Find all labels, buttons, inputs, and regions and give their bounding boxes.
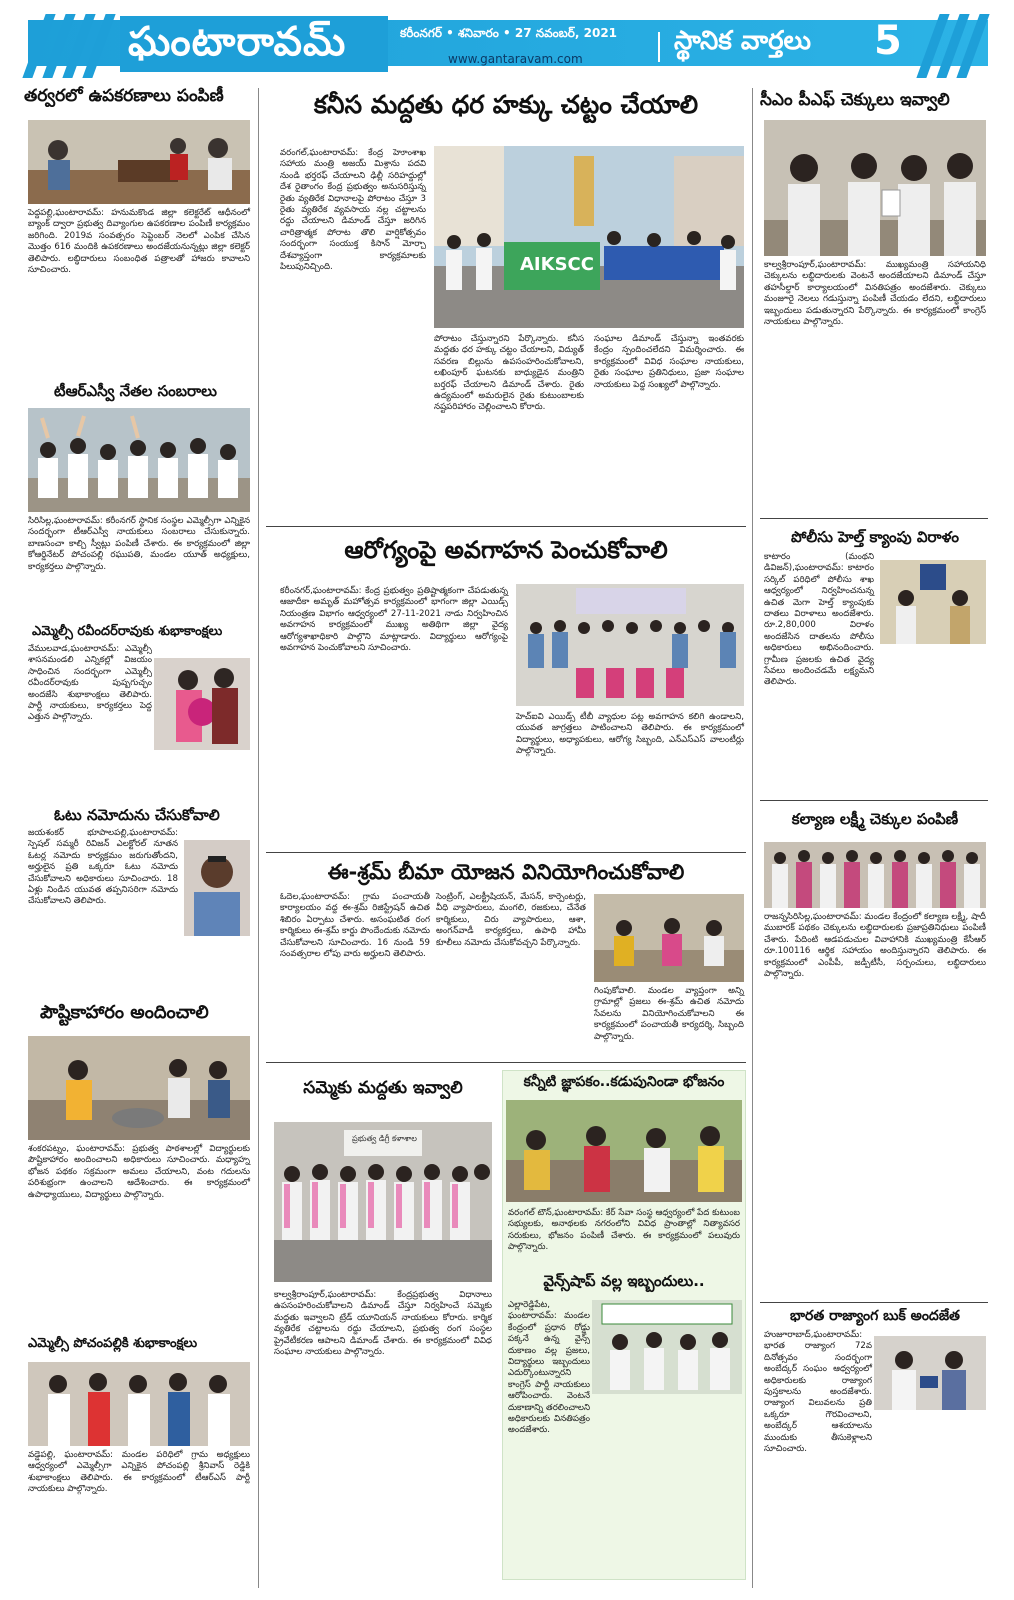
office-meeting-photo — [28, 120, 250, 204]
strike-support-photo — [274, 1122, 492, 1282]
story-body: వరంగల్ టౌన్,ఘంటారావమ్: కేర్ సేవా సంస్థ ఆధ్వర్యంలో పేద కుటుంబ సభ్యులకు, అనాథలకు నగరంలోని వివిధ ప్రాంతాల్లో నిత్యావసర సరుకులు, భోజనం పంపిణీ చేశారు. ఈ కార్యక్రమంలో పలువురు పాల్గొన్నారు. — [508, 1208, 740, 1253]
newspaper-logo: ఘంటారావమ్ — [128, 18, 347, 65]
column-divider — [258, 88, 259, 1588]
story-body: పెద్దపల్లి,ఘంటారావమ్: హనుమకొండ జిల్లా కలెక్టరేట్ ఆధీనంలో బ్యాంక్ ద్వారా ప్రభుత్వ దివ్యాంగుల ఉపకరణాల పంపిణీ కార్యక్రమం జరిగింది. 2019వ సంవత్సరం సెప్టెంబర్ నెలలో ఎంపిక చేసిన మొత్తం 616 మందికి ఉపకరణాలు అందజేయనున్నట్లు జిల్లా కలెక్టర్ తెలిపారు. లబ్ధిదారులు సంబంధిత పత్రాలతో హాజరు కావాలని సూచించారు. — [28, 208, 250, 276]
story-headline: ఎమ్మెల్సీ రవీందర్‌రావుకు శుభాకాంక్షలు — [32, 624, 223, 639]
story-photo — [880, 560, 986, 644]
story-headline: పోలీసు హెల్త్ క్యాంపు విరాళం — [790, 528, 960, 546]
celebration-crowd-photo — [28, 408, 250, 512]
story-headline: టీఆర్ఎస్వీ నేతల సంబరాలు — [54, 382, 217, 400]
story-photo — [506, 1100, 742, 1202]
story-divider — [760, 518, 988, 519]
story-photo — [274, 1122, 492, 1282]
story-headline: తర్వరలో ఉపకరణాలు పంపిణీ — [24, 86, 224, 106]
story-body: కాల్వశ్రీరాంపూర్,ఘంటారావమ్: కేంద్రప్రభుత్వ విధానాలు ఉపసంహరించుకోవాలని డిమాండ్ చేస్తూ నిర్వహించే సమ్మెకు మద్దతు ఇవ్వాలని ట్రేడ్ యూనియన్ నాయకులు కోరారు. కార్మిక వ్యతిరేక చట్టాలను రద్దు చేయాలని, ప్రభుత్వ రంగ సంస్థల ప్రైవేటీకరణ ఆపాలని డిమాండ్ చేశారు. ఈ కార్యక్రమంలో వివిధ సంఘాల నాయకులు పాల్గొన్నారు. — [274, 1290, 492, 1358]
story-headline: సీఎం పీఎఫ్ చెక్కులు ఇవ్వాలి — [760, 90, 950, 110]
story-body: హెచ్ఐవి ఎయిడ్స్ టీబీ వ్యాధుల పట్ల అవగాహన కలిగి ఉండాలని, యువత జాగ్రత్తలు పాటించాలని తెలిపారు. ఈ కార్యక్రమంలో విద్యార్థులు, అధ్యాపకులు, ఆరోగ్య సిబ్బంది, ఎన్ఎస్ఎస్ వాలంటీర్లు పాల్గొన్నారు. — [516, 712, 744, 757]
story-body: కాటారం (మంథని డివిజన్),ఘంటారావమ్: కాటారం సర్కిల్ పరిధిలో పోలీసు శాఖ ఆధ్వర్యంలో నిర్వహించనున్న ఉచిత మెగా హెల్త్ క్యాంపుకు దాతలు విరాళాలు అందజేశారు. రూ.2,80,000 విరాళం అందజేసిన దాతలను పోలీసు అధికారులు అభినందించారు. గ్రామీణ ప్రజలకు ఉచిత వైద్య సేవలు అందించడమే లక్ష్యమని తెలిపారు. — [764, 552, 874, 688]
section-label: స్థానిక వార్తలు — [674, 26, 811, 56]
registration-camp-photo — [594, 894, 744, 982]
greeting-group-photo — [28, 1362, 250, 1446]
story-body: సెంట్రింగ్, ఎలక్ట్రీషియన్, మేసన్, కార్పెంటర్లు, వీధి వ్యాపారులు, మంగలి, రజకులు, చేనేత కార్మికులు, చిరు వ్యాపారులు, ఆశా, అంగన్‌వాడీ కార్యకర్తలు, ఉపాధి హామీ కూలీలు నమోదు చేసుకోవచ్చని పేర్కొన్నారు. — [436, 892, 586, 948]
cheque-distribution-photo — [764, 842, 986, 908]
story-headline: భారత రాజ్యాంగ బుక్ అందజేత — [790, 1308, 960, 1324]
website-link[interactable]: www.gantaravam.com — [448, 52, 583, 66]
story-body: కాల్వశ్రీరాంపూర్,ఘంటారావమ్: ముఖ్యమంత్రి సహాయనిధి చెక్కులను లబ్ధిదారులకు వెంటనే అందజేయాలని డిమాండ్ చేస్తూ తహసీల్దార్ కార్యాలయంలో వినతిపత్రం అందజేశారు. చెక్కులు మంజూరై నెలలు గడుస్తున్నా పంపిణీ చేయడం లేదని, లబ్ధిదారులు ఇబ్బందులు పడుతున్నారని పేర్కొన్నారు. ఈ కార్యక్రమంలో కాంగ్రెస్ నాయకులు పాల్గొన్నారు. — [764, 260, 986, 328]
edition-dateline: కరీంనగర్ • శనివారం • 27 నవంబర్, 2021 — [400, 26, 618, 40]
story-photo — [28, 1362, 250, 1446]
story-photo — [874, 1336, 986, 1410]
story-body: వేములవాడ,ఘంటారావమ్: ఎమ్మెల్సీ శాసనమండలి ఎన్నికల్లో విజయం సాధించిన సందర్భంగా ఎమ్మెల్సీ రవీందర్‌రావుకు పుష్పగుచ్ఛం అందజేసి శుభాకాంక్షలు తెలిపారు. పార్టీ నాయకులు, కార్యకర్తలు పెద్ద ఎత్తున పాల్గొన్నారు. — [28, 644, 152, 723]
story-body: జయశంకర్ భూపాలపల్లి,ఘంటారావమ్: స్పెషల్ సమ్మరీ రివిజన్ ఎలక్టోరల్ నూతన ఓటర్ల నమోదు కార్యక్రమం జరుగుతోందని, అర్హులైన ప్రతి ఒక్కరూ ఓటు నమోదు చేసుకోవాలని అధికారులు సూచించారు. 18 ఏళ్లు నిండిన యువత తప్పనిసరిగా నమోదు చేసుకోవాలని తెలిపారు. — [28, 828, 178, 907]
story-body: సంఘాల డిమాండ్ చేస్తున్నా ఇంతవరకు కేంద్రం స్పందించలేదని విమర్శించారు. ఈ కార్యక్రమంలో వివిధ సంఘాల నాయకులు, రైతు సంఘాల ప్రతినిధులు, ప్రజా సంఘాల నాయకులు పెద్ద సంఖ్యలో పాల్గొన్నారు. — [594, 334, 744, 390]
story-photo — [28, 408, 250, 512]
story-photo — [28, 120, 250, 204]
story-headline: సమ్మెకు మద్దతు ఇవ్వాలి — [303, 1078, 463, 1098]
story-divider — [266, 852, 746, 853]
story-body: వరంగల్,ఘంటారావమ్: కేంద్ర హెూంశాఖ సహాయ మంత్రి అజయ్ మిశ్రాను పదవి నుండి భర్తరఫ్ చేయాలని ఢిల్లీ సరిహద్దుల్లో దేశ రైతాంగం కేంద్ర ప్రభుత్వం అనుసరిస్తున్న రైతు వ్యతిరేక విధానాలపై పోరాటం చేస్తూ 3 రైతు వ్యతిరేక వ్యవసాయ నల్ల చట్టాలను రద్దు చేయాలని డిమాండ్ చేస్తూ జరిగిన చారిత్రాత్మక పోరాట తొలి వార్షికోత్సవం సందర్భంగా సంయుక్త కిసాన్ మోర్చా దేశవ్యాప్తంగా కార్యక్రమాలకు పిలుపునిచ్చింది. — [280, 148, 426, 273]
story-body: వడ్డెపల్లి, ఘంటారావమ్: మండల పరిధిలో గ్రామ అధ్యక్షులు ఆధ్వర్యంలో ఎమ్మెల్సీగా ఎన్నికైన పోచంపల్లి శ్రీనివాస్ రెడ్డికి శుభాకాంక్షలు తెలిపారు. ఈ కార్యక్రమంలో టీఆర్ఎస్ పార్టీ నాయకులు పాల్గొన్నారు. — [28, 1450, 250, 1495]
midday-meal-photo — [28, 1036, 250, 1140]
story-body: ఓదెల,ఘంటారావమ్: గ్రామ పంచాయతీ కార్యాలయం వద్ద ఈ-శ్రమ్ రిజిస్ట్రేషన్ ఉచిత శిబిరం ఏర్పాటు చేశారు. అసంఘటిత రంగ కార్మికులు ఈ-శ్రమ్ కార్డు పొందేందుకు నమోదు చేసుకోవాలని సూచించారు. 16 నుండి 59 సంవత్సరాల లోపు వారు అర్హులని తెలిపారు. — [280, 892, 430, 960]
story-headline: ఈ-శ్రమ్ బీమా యోజన వినియోగించుకోవాలి — [327, 860, 685, 884]
constitution-book-photo — [874, 1336, 986, 1410]
lead-photo — [434, 146, 744, 328]
lead-headline: కనీస మద్దతు ధర హక్కు చట్టం చేయాలి — [313, 90, 699, 119]
portrait-photo — [184, 840, 250, 936]
column-divider — [752, 88, 753, 1588]
story-divider — [760, 1302, 988, 1303]
story-headline: కన్నీటి జ్ఞాపకం..కడుపునిండా భోజనం — [523, 1074, 725, 1090]
story-photo — [516, 584, 744, 706]
story-photo — [764, 842, 986, 908]
story-headline: పౌష్టికాహారం అందించాలి — [40, 1002, 209, 1023]
hall-signboard: ప్రభుత్వ డిగ్రీ కళాశాల — [352, 1134, 417, 1143]
story-body: గింపుకోవాలి. మండల వ్యాప్తంగా అన్ని గ్రామాల్లో ప్రజలు ఈ-శ్రమ్ ఉచిత నమోదు సేవలను వినియోగించుకోవాలని ఈ కార్యక్రమంలో పంచాయతీ కార్యదర్శి, సిబ్బంది పాల్గొన్నారు. — [594, 986, 744, 1042]
story-photo — [184, 840, 250, 936]
story-headline: ఆరోగ్యంపై అవగాహన పెంచుకోవాలి — [344, 536, 668, 564]
awareness-program-photo — [516, 584, 744, 706]
story-body: కరీంనగర్,ఘంటారావమ్: కేంద్ర ప్రభుత్వం ప్రతిష్టాత్మకంగా చేపడుతున్న ఆజాదీకా అమృత్ మహోత్సవ కార్యక్రమంలో భాగంగా జిల్లా ఎయిడ్స్ నియంత్రణ విభాగం ఆధ్వర్యంలో 27-11-2021 నాడు నిర్వహించిన అవగాహన కార్యక్రమంలో ముఖ్య అతిథిగా జిల్లా వైద్య ఆరోగ్యశాఖాధికారి పాల్గొని మాట్లాడారు. విద్యార్థులు ఆరోగ్యంపై అవగాహన పెంచుకోవాలని సూచించారు. — [280, 586, 508, 654]
story-divider — [266, 526, 746, 527]
cheque-demand-photo — [764, 120, 986, 256]
story-photo — [594, 894, 744, 982]
story-headline: కల్యాణ లక్ష్మీ చెక్కుల పంపిణీ — [791, 810, 959, 828]
donation-handover-photo — [880, 560, 986, 644]
story-body: సిరిసిల్ల,ఘంటారావమ్: కరీంనగర్ స్థానిక సంస్థల ఎమ్మెల్సీగా ఎన్నికైన సందర్భంగా టీఆర్ఎస్వీ నాయకులు సంబరాలు చేసుకున్నారు. బాణసంచా కాల్చి స్వీట్లు పంపిణీ చేశారు. ఈ కార్యక్రమంలో జిల్లా కోఆర్డినేటర్ పోచంపల్లి రఘుపతి, మండల యూత్ అధ్యక్షులు, కార్యకర్తలు పాల్గొన్నారు. — [28, 516, 250, 572]
story-headline: వైన్స్‌షాప్ వల్ల ఇబ్బందులు.. — [543, 1272, 705, 1290]
story-photo — [154, 658, 250, 750]
masthead — [28, 14, 988, 78]
story-photo — [592, 1300, 742, 1394]
story-photo — [764, 120, 986, 256]
story-body: రాజన్నసిరిసిల్ల,ఘంటారావమ్: మండల కేంద్రంలో కల్యాణ లక్ష్మీ, షాదీ ముబారక్ పథకం చెక్కులను లబ్ధిదారులకు ప్రజాప్రతినిధులు పంపిణీ చేశారు. పేదింటి ఆడపడుచుల వివాహానికి ముఖ్యమంత్రి కేసీఆర్ రూ.100116 ఆర్థిక సహాయం అందిస్తున్నారని తెలిపారు. ఈ కార్యక్రమంలో ఎంపీపీ, జడ్పీటీసీ, సర్పంచులు, లబ్ధిదారులు పాల్గొన్నారు. — [764, 912, 986, 980]
bouquet-greeting-photo — [154, 658, 250, 750]
farmers-protest-photo — [434, 146, 744, 328]
story-body: శంకరపట్నం, ఘంటారావమ్: ప్రభుత్వ పాఠశాలల్లో విద్యార్థులకు పౌష్టికాహారం అందించాలని అధికారులు సూచించారు. మధ్యాహ్న భోజన పథకం సక్రమంగా అమలు చేయాలని, వంట గదులను పరిశుభ్రంగా ఉంచాలని ఆదేశించారు. ఈ కార్యక్రమంలో ఉపాధ్యాయులు, విద్యార్థులు పాల్గొన్నారు. — [28, 1144, 250, 1200]
story-body: పోరాటం చేస్తున్నారని పేర్కొన్నారు. కనీస మద్దతు ధర హక్కు చట్టం చేయాలని, విద్యుత్ సవరణ బిల్లును ఉపసంహరించుకోవాలని, లఖింపూర్ ఘటనకు బాధ్యుడైన మంత్రిని బర్తరఫ్ చేయాలని డిమాండ్ చేశారు. రైతు ఉద్యమంలో అమరులైన రైతు కుటుంబాలకు నష్టపరిహారం చెల్లించాలని కోరారు. — [434, 334, 584, 413]
story-divider — [760, 800, 988, 801]
story-divider — [266, 1062, 746, 1063]
story-body: ఎల్లారెడ్డిపేట, ఘంటారావమ్: మండల కేంద్రంలో ప్రధాన రోడ్డు పక్కనే ఉన్న వైన్స్ దుకాణం వల్ల ప్రజలు, విద్యార్థులు ఇబ్బందులు ఎదుర్కొంటున్నారని కాంగ్రెస్ పార్టీ నాయకులు ఆరోపించారు. వెంటనే దుకాణాన్ని తరలించాలని అధికారులకు వినతిపత్రం అందజేశారు. — [508, 1300, 590, 1436]
story-photo — [28, 1036, 250, 1140]
masthead-divider — [658, 32, 660, 62]
left-column — [24, 86, 252, 110]
page-number: 5 — [874, 18, 902, 64]
protest-banner-text: AIKSCC — [520, 254, 594, 275]
story-headline: ఓటు నమోదును చేసుకోవాలి — [54, 806, 220, 824]
story-headline: ఎమ్మెల్సీ పోచంపల్లికి శుభాకాంక్షలు — [28, 1336, 198, 1351]
meal-distribution-photo — [506, 1100, 742, 1202]
memorandum-submission-photo — [592, 1300, 742, 1394]
story-body: హుజూరాబాద్,ఘంటారావమ్: భారత రాజ్యాంగ 72వ దినోత్సవం సందర్భంగా అంబేద్కర్ సంఘం ఆధ్వర్యంలో అధికారులకు రాజ్యాంగ పుస్తకాలను అందజేశారు. రాజ్యాంగ విలువలను ప్రతి ఒక్కరూ గౌరవించాలని, అంబేద్కర్ ఆశయాలను ముందుకు తీసుకెళ్లాలని సూచించారు. — [764, 1330, 872, 1455]
